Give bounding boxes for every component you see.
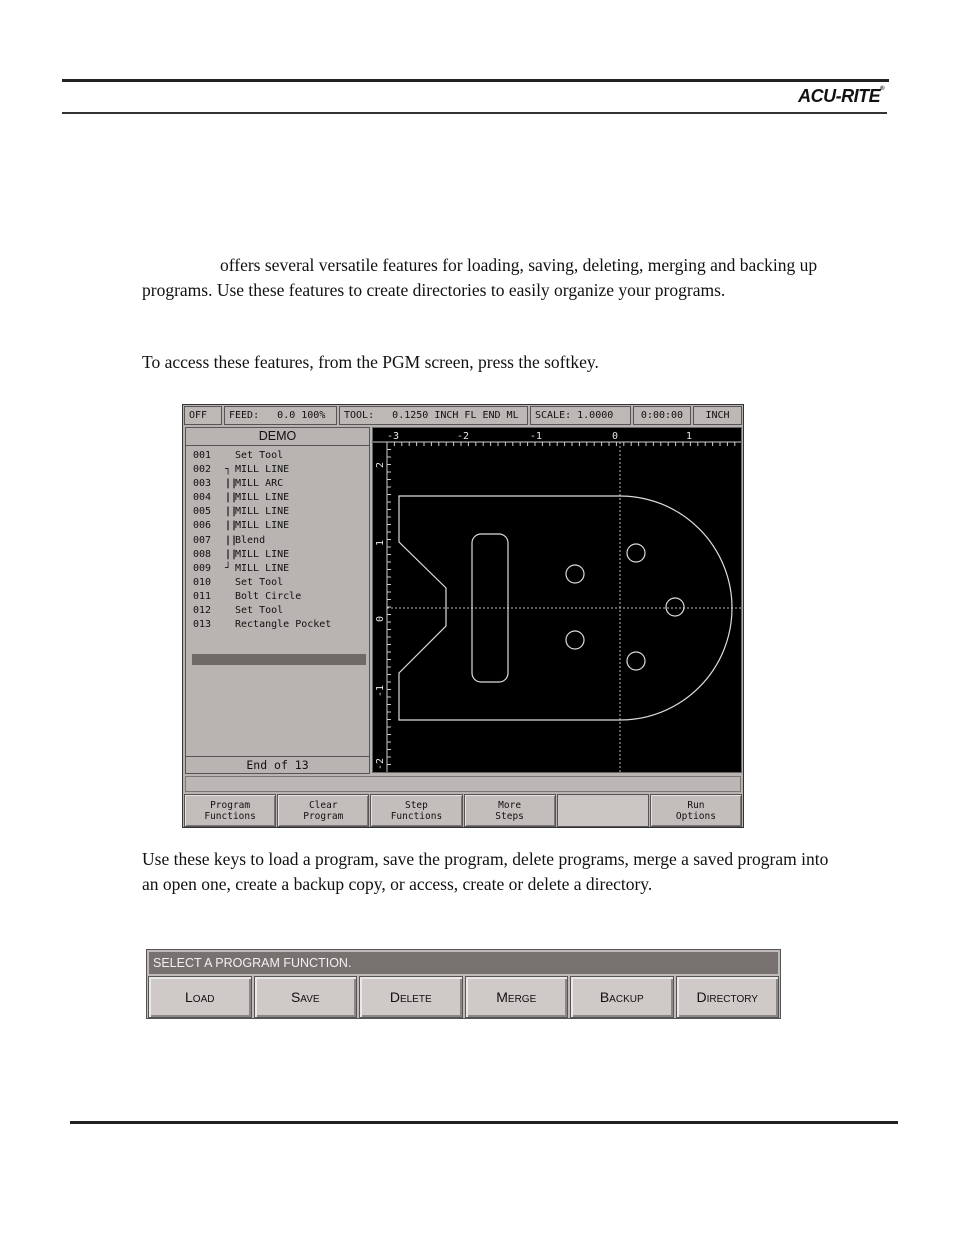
bolt-hole	[627, 544, 645, 562]
softkey-bar	[184, 794, 742, 827]
program-function-keys	[148, 976, 779, 1018]
step-group-marker: ||	[225, 548, 238, 560]
step-number: 009	[193, 562, 212, 574]
delete-softkey[interactable]: Delete	[359, 976, 463, 1018]
step-number: 001	[193, 450, 212, 461]
selection-cursor[interactable]	[192, 654, 366, 665]
acu-rite-logo: ACU-RITE®	[798, 86, 884, 106]
tool-readout: TOOL: 0.1250 INCH FL END ML	[339, 406, 528, 425]
status-bar	[184, 406, 742, 425]
program-step[interactable]	[193, 463, 369, 477]
program-functions-bar	[146, 949, 781, 1019]
program-step[interactable]	[193, 505, 369, 519]
bolt-hole	[666, 598, 684, 616]
y-tick-label: 1	[375, 539, 386, 546]
program-step[interactable]	[193, 618, 369, 632]
step-number: 011	[193, 590, 212, 602]
run-options-softkey[interactable]: Run Options	[650, 794, 742, 827]
footer-rule	[70, 1121, 898, 1124]
directory-softkey[interactable]: Directory	[676, 976, 780, 1018]
pgm-screen	[182, 404, 744, 828]
part-drawing	[373, 428, 741, 772]
program-step[interactable]	[193, 519, 369, 533]
load-softkey[interactable]: Load	[148, 976, 252, 1018]
step-number: 010	[193, 576, 212, 588]
merge-softkey[interactable]: Merge	[465, 976, 569, 1018]
step-group-marker: ||	[225, 534, 238, 546]
step-number: 013	[193, 619, 212, 631]
keys-paragraph: Use these keys to load a program, save the program, delete programs, merge a saved program into an open one, create a backup copy, or access, create or delete a directory.	[142, 849, 829, 894]
step-group-marker: ┘	[225, 562, 232, 574]
program-step[interactable]	[193, 449, 369, 463]
step-number: 003	[193, 478, 212, 490]
y-tick-label: -1	[375, 684, 386, 697]
step-group-marker: ||	[225, 478, 238, 490]
step-label: MILL LINE	[235, 548, 290, 560]
clear-program-softkey[interactable]: Clear Program	[277, 794, 369, 827]
y-tick-label: 0	[375, 615, 386, 622]
bolt-hole	[566, 565, 584, 583]
step-number: 006	[193, 520, 212, 532]
step-label: Bolt Circle	[235, 590, 302, 602]
x-tick-label: -1	[530, 431, 543, 442]
header-rule	[62, 79, 889, 82]
step-number: 007	[193, 534, 212, 546]
program-name: DEMO	[186, 428, 369, 446]
x-tick-label: 0	[612, 431, 619, 442]
x-tick-label: -2	[457, 431, 470, 442]
step-number: 008	[193, 548, 212, 560]
step-number: 002	[193, 464, 212, 476]
program-step[interactable]	[193, 590, 369, 604]
end-of-program: End of 13	[186, 756, 369, 773]
intro-paragraph: offers several versatile features for loading, saving, deleting, merging and backing up programs. Use these features to create directories to easily organize your programs.	[142, 255, 818, 300]
program-step[interactable]	[193, 562, 369, 576]
step-functions-softkey[interactable]: Step Functions	[370, 794, 462, 827]
step-label: Blend	[235, 534, 266, 546]
prompt-line: SELECT A PROGRAM FUNCTION.	[149, 952, 778, 974]
step-label: Set Tool	[235, 605, 284, 617]
step-label: Set Tool	[235, 576, 284, 588]
access-paragraph: To access these features, from the PGM screen, press the softkey.	[142, 352, 599, 372]
blank-softkey[interactable]	[557, 794, 649, 827]
step-group-marker: ||	[225, 492, 238, 504]
y-tick-label: 2	[375, 461, 386, 468]
program-step[interactable]	[193, 604, 369, 618]
step-label: MILL LINE	[235, 562, 290, 574]
program-steps	[186, 446, 369, 632]
program-step[interactable]	[193, 534, 369, 548]
units-indicator: INCH	[693, 406, 742, 425]
program-functions-softkey[interactable]: Program Functions	[184, 794, 276, 827]
backup-softkey[interactable]: Backup	[570, 976, 674, 1018]
program-step[interactable]	[193, 491, 369, 505]
step-label: MILL LINE	[235, 492, 290, 504]
step-number: 005	[193, 506, 212, 518]
step-label: MILL ARC	[235, 478, 284, 490]
step-number: 004	[193, 492, 212, 504]
y-tick-label: -2	[375, 757, 386, 770]
program-step[interactable]	[193, 548, 369, 562]
step-number: 012	[193, 605, 212, 617]
message-line	[185, 776, 741, 792]
step-label: MILL LINE	[235, 506, 290, 518]
step-label: Rectangle Pocket	[235, 619, 332, 631]
program-step[interactable]	[193, 477, 369, 491]
step-label: MILL LINE	[235, 520, 290, 532]
graphics-view	[372, 427, 742, 773]
program-step[interactable]	[193, 576, 369, 590]
program-listing	[185, 427, 370, 774]
x-tick-label: -3	[387, 431, 400, 442]
scale-readout: SCALE: 1.0000	[530, 406, 631, 425]
feed-readout: FEED: 0.0 100%	[224, 406, 337, 425]
step-label: Set Tool	[235, 450, 284, 461]
more-steps-softkey[interactable]: More Steps	[464, 794, 556, 827]
timer-readout: 0:00:00	[633, 406, 691, 425]
bolt-hole	[566, 631, 584, 649]
x-tick-label: 1	[686, 431, 693, 442]
pocket-outline	[472, 534, 508, 682]
save-softkey[interactable]: Save	[254, 976, 358, 1018]
step-group-marker: ||	[225, 506, 238, 518]
step-group-marker: ||	[225, 520, 238, 532]
bolt-hole	[627, 652, 645, 670]
mode-indicator: OFF	[184, 406, 222, 425]
header-rule-lower	[62, 112, 887, 114]
step-group-marker: ┐	[225, 464, 232, 476]
step-label: MILL LINE	[235, 464, 290, 476]
